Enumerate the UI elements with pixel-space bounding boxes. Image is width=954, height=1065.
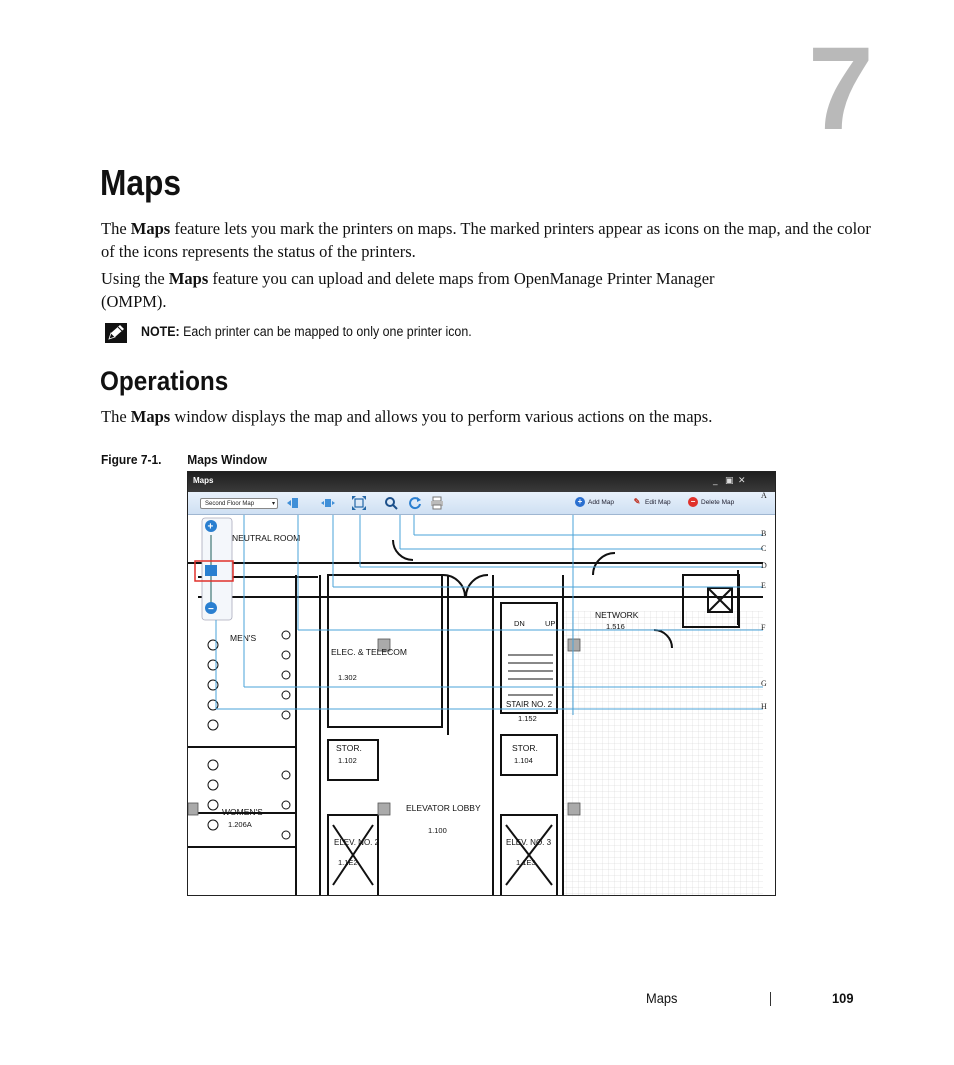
- stair-label-up: UP: [545, 619, 556, 628]
- pencil-note-icon: [104, 322, 128, 344]
- room-number-elec: 1.302: [338, 673, 357, 682]
- callout-label-e: E: [761, 581, 766, 590]
- callout-label-d: D: [761, 561, 767, 570]
- window-titlebar: [188, 472, 775, 492]
- refresh-icon[interactable]: [408, 496, 422, 510]
- note-text: NOTE: Each printer can be mapped to only one printer icon.: [141, 324, 472, 339]
- chapter-title: Maps: [100, 162, 181, 203]
- room-number-elevator-lobby: 1.100: [428, 826, 447, 835]
- callout-label-c: C: [761, 544, 767, 553]
- add-map-button[interactable]: + Add Map: [575, 497, 614, 509]
- window-title: Maps: [193, 476, 214, 485]
- svg-text:−: −: [208, 604, 214, 615]
- search-icon[interactable]: [384, 496, 398, 510]
- move-left-icon[interactable]: [286, 496, 300, 510]
- room-label-mens: MEN'S: [230, 633, 257, 643]
- svg-text:+: +: [207, 521, 214, 533]
- room-label-stor-1: STOR.: [336, 743, 362, 753]
- callout-label-b: B: [761, 529, 767, 538]
- close-icon[interactable]: ✕: [738, 476, 746, 486]
- figure-caption: Figure 7-1. Maps Window: [101, 452, 267, 467]
- page-number: 109: [832, 990, 854, 1006]
- callout-label-f: F: [761, 623, 766, 632]
- chapter-number: 7: [808, 23, 872, 155]
- chevron-down-icon: ▾: [271, 501, 275, 507]
- delete-icon: −: [688, 497, 698, 507]
- stair-label-dn: DN: [514, 619, 525, 628]
- room-number-elev-3: 1.1E3: [516, 858, 536, 867]
- callout-label-g: G: [761, 679, 767, 688]
- maximize-icon[interactable]: ▣: [725, 476, 734, 486]
- room-label-neutral: NEUTRAL ROOM: [232, 533, 301, 543]
- room-label-elev-2: ELEV. NO. 2: [334, 838, 380, 847]
- pencil-icon: ✎: [633, 497, 641, 507]
- room-number-stor-2: 1.104: [514, 756, 533, 765]
- zoom-slider-handle[interactable]: [205, 565, 217, 576]
- room-label-womens: WOMEN'S: [222, 807, 263, 817]
- maps-window-screenshot: [187, 471, 776, 896]
- room-label-stair: STAIR NO. 2: [506, 700, 553, 709]
- room-label-elev-3: ELEV. NO. 3: [506, 838, 552, 847]
- footer-divider: [770, 992, 771, 1006]
- fit-width-icon[interactable]: [321, 496, 335, 510]
- room-number-stair: 1.152: [518, 714, 537, 723]
- printer-icon[interactable]: [430, 496, 444, 510]
- intro-paragraph-2: Using the Maps feature you can upload and delete maps from OpenManage Printer Manager (OMPM).: [101, 269, 715, 311]
- room-label-elec: ELEC. & TELECOM: [331, 647, 407, 657]
- section-heading-operations: Operations: [100, 366, 229, 396]
- fit-to-screen-icon[interactable]: [352, 496, 366, 510]
- room-label-network: NETWORK: [595, 610, 639, 620]
- room-number-stor-1: 1.102: [338, 756, 357, 765]
- callout-label-h: H: [761, 702, 767, 711]
- room-number-elev-2: 1.1E2: [338, 858, 358, 867]
- room-number-womens: 1.206A: [228, 820, 252, 829]
- zoom-control[interactable]: [195, 518, 233, 620]
- room-label-elevator-lobby: ELEVATOR LOBBY: [406, 803, 481, 813]
- callout-label-a: A: [761, 491, 767, 500]
- edit-map-button[interactable]: ✎ Edit Map: [633, 497, 671, 507]
- plus-icon: +: [575, 497, 585, 507]
- map-selector[interactable]: Second Floor Map ▾: [200, 498, 278, 509]
- delete-map-button[interactable]: − Delete Map: [688, 497, 734, 509]
- intro-paragraph-1: The Maps feature lets you mark the printers on maps. The marked printers appear as icons on the map, and the color of the icons represents the status of the printers.: [101, 219, 871, 261]
- footer-section: Maps: [646, 990, 678, 1006]
- maps-toolbar: [188, 492, 775, 515]
- room-number-network: 1.516: [606, 622, 625, 631]
- room-label-stor-2: STOR.: [512, 743, 538, 753]
- operations-paragraph: The Maps window displays the map and allows you to perform various actions on the maps.: [101, 407, 713, 426]
- floor-plan-map[interactable]: [188, 515, 766, 896]
- minimize-icon[interactable]: _: [713, 476, 718, 486]
